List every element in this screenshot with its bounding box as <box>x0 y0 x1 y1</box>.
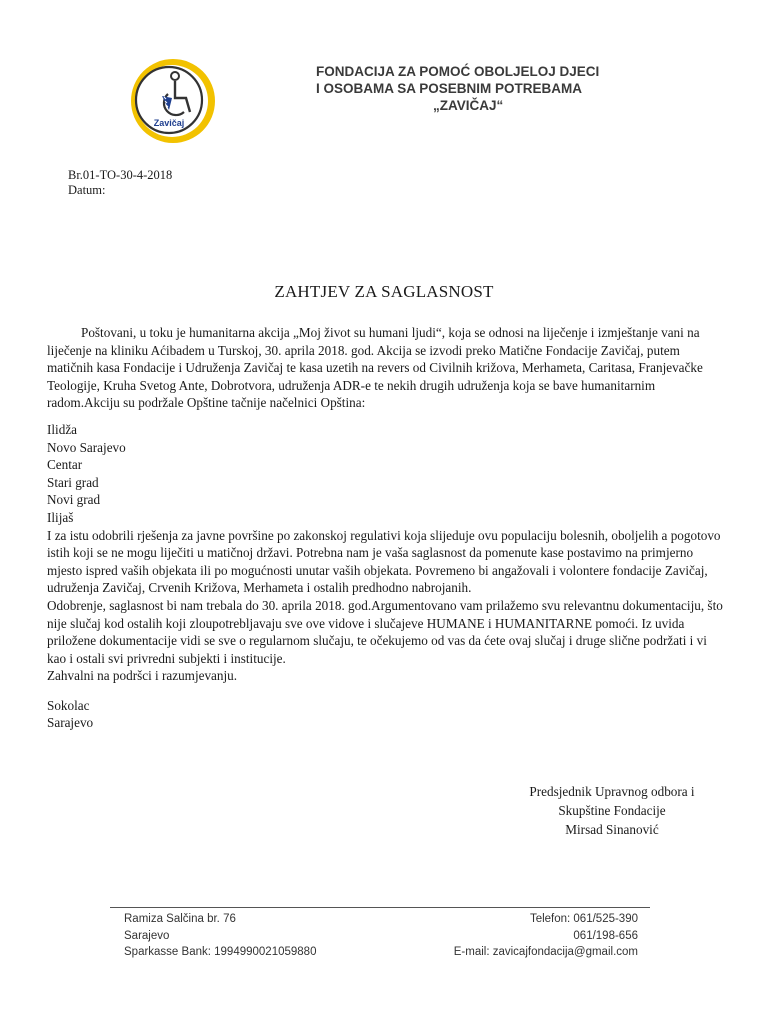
signature-subtitle: Skupštine Fondacije <box>558 803 666 818</box>
org-line-2: I OSOBAMA SA POSEBNIM POTREBAMA <box>316 81 583 96</box>
intro-paragraph: Poštovani, u toku je humanitarna akcija „Moj život su humani ljudi“, koja se odnosi na liječenje i izmještanje vani na liječenje na kliniku Aćibadem u Turskoj, 30. aprila 2018. god. Akcija se izvodi preko Matične Fondacije Zavičaj, putem matičnih kasa Fondacije i Udruženja Zavičaj te kasa uzetih na revers od Civilnih križova, Merhameta, Caritasa, Franjevačke Teologije, Kruha Svetog Ante, Dobrotvora, udruženja ADR-e te nekih drugih udruženja koja se bave humanitarnim radom.Akciju su podržale Opštine tačnije načelnici Opština: <box>47 325 703 411</box>
list-item: Sarajevo <box>47 715 94 731</box>
thanks-line: Zahvalni na podršci i razumjevanju. <box>47 668 238 684</box>
organization-name <box>316 63 599 114</box>
list-item: Ilidža <box>47 421 78 437</box>
municipality-list <box>47 421 727 527</box>
org-line-3: „ZAVIČAJ“ <box>433 98 504 113</box>
signatory-name: Mirsad Sinanović <box>565 822 659 837</box>
footer-address <box>124 911 316 961</box>
request-paragraph: Odobrenje, saglasnost bi nam trebala do 30. aprila 2018. god.Argumentovano vam prilažemo svu relevantnu dokumentaciju, što nije slučaj kod ostalih koji zloupotrebljavaju sve ove vidove i slučajeve HUMANE i HUMANITARNE pomoći. Iz uvida priložene dokumentacije vidi se sve o regularnom slučaju, te očekujemo od vas da ćete ovaj slučaj i druge slične podržati i vi kao i ostali svi privredni subjekti i institucije. <box>47 597 723 666</box>
logo-text: Zavičaj <box>153 118 185 128</box>
list-item: Centar <box>47 457 83 473</box>
list-item: Ilijaš <box>47 509 74 525</box>
date-label: Datum: <box>68 183 106 197</box>
footer-divider <box>110 907 650 908</box>
bank-line: Sparkasse Bank: 1994990021059880 <box>124 946 317 958</box>
address-line: Ramiza Salčina br. 76 <box>124 913 236 925</box>
phone-line-1: Telefon: 061/525-390 <box>529 913 638 925</box>
email-line: E-mail: zavicajfondacija@gmail.com <box>453 946 638 958</box>
reference-number: Br.01-TO-30-4-2018 <box>68 168 173 182</box>
reference-block <box>68 168 172 198</box>
letter-body <box>47 324 727 732</box>
approval-paragraph: I za istu odobrili rješenja za javne površine po zakonskoj regulativi koja slijeduje ovu populaciju bolesnih, oboljelih a pogotovo istih koji se ne mogu liječiti u matičnoj državi. Potrebna nam je vaša saglasnost da pomenute kase postavimo na primjerno mjesto ispred vaših objekata ili po mogućnosti unutar vaših objekata. Povremeno bi angažovali i volontere fondacije Zavičaj, udruženja Zavičaj, Crvenih Križova, Merhameta i ostalih predhodno nabrojanih. <box>47 527 721 596</box>
org-line-1: FONDACIJA ZA POMOĆ OBOLJELOJ DJECI <box>316 64 600 79</box>
signature-block <box>482 782 742 839</box>
list-item: Novi grad <box>47 492 101 508</box>
recipient-list <box>47 697 727 732</box>
list-item: Sokolac <box>47 697 90 713</box>
list-item: Novo Sarajevo <box>47 439 126 455</box>
footer-contact <box>448 911 638 961</box>
phone-line-2: 061/198-656 <box>573 929 638 942</box>
signature-title: Predsjednik Upravnog odbora i <box>529 784 695 799</box>
foundation-logo <box>128 56 218 146</box>
city-line: Sarajevo <box>124 929 170 942</box>
list-item: Stari grad <box>47 474 99 490</box>
document-title: ZAHTJEV ZA SAGLASNOST <box>274 282 494 301</box>
